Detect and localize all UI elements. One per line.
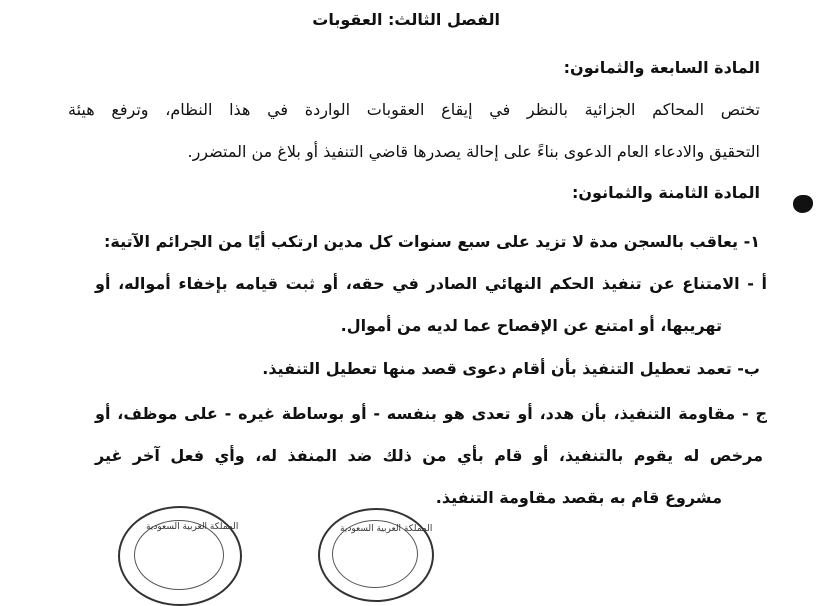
article-88-item-1: ١- يعاقب بالسجن مدة لا تزيد على سبع سنوات كل مدين ارتكب أيًا من الجرائم الآتية:	[103, 232, 760, 251]
chapter-title: الفصل الثالث: العقوبات	[312, 10, 500, 29]
seal-right-text: المملكة العربية السعودية	[340, 524, 433, 534]
official-seal-right	[318, 508, 434, 602]
clause-c-line-1: ج - مقاومة التنفيذ، بأن هدد، أو تعدى هو بنفسه - أو بوساطة غيره - على موظف، أو	[95, 404, 767, 423]
clause-c-line-2: مرخص له يقوم بالتنفيذ، أو قام بأي من ذلك ضد المنفذ له، وأي فعل آخر غير	[95, 446, 763, 465]
article-88-heading: المادة الثامنة والثمانون:	[572, 183, 760, 202]
clause-a-line-1: أ - الامتناع عن تنفيذ الحكم النهائي الصادر في حقه، أو ثبت قيامه بإخفاء أمواله، أو	[95, 274, 767, 293]
official-seal-left	[118, 506, 242, 606]
article-87-line-1: تختص المحاكم الجزائية بالنظر في إيقاع العقوبات الواردة في هذا النظام، وترفع هيئة	[68, 100, 760, 119]
clause-c-line-3: مشروع قام به بقصد مقاومة التنفيذ.	[435, 488, 722, 507]
clause-a-line-2: تهريبها، أو امتنع عن الإفصاح عما لديه من أموال.	[340, 316, 722, 335]
seal-left-text: المملكة العربية السعودية	[146, 522, 239, 532]
ink-blot	[793, 195, 813, 213]
article-87-heading: المادة السابعة والثمانون:	[563, 58, 760, 77]
clause-b-line-1: ب- تعمد تعطيل التنفيذ بأن أقام دعوى قصد منها تعطيل التنفيذ.	[262, 359, 760, 378]
article-87-line-2: التحقيق والادعاء العام الدعوى بناءً على إحالة يصدرها قاضي التنفيذ أو بلاغ من المتضرر.	[187, 142, 760, 161]
